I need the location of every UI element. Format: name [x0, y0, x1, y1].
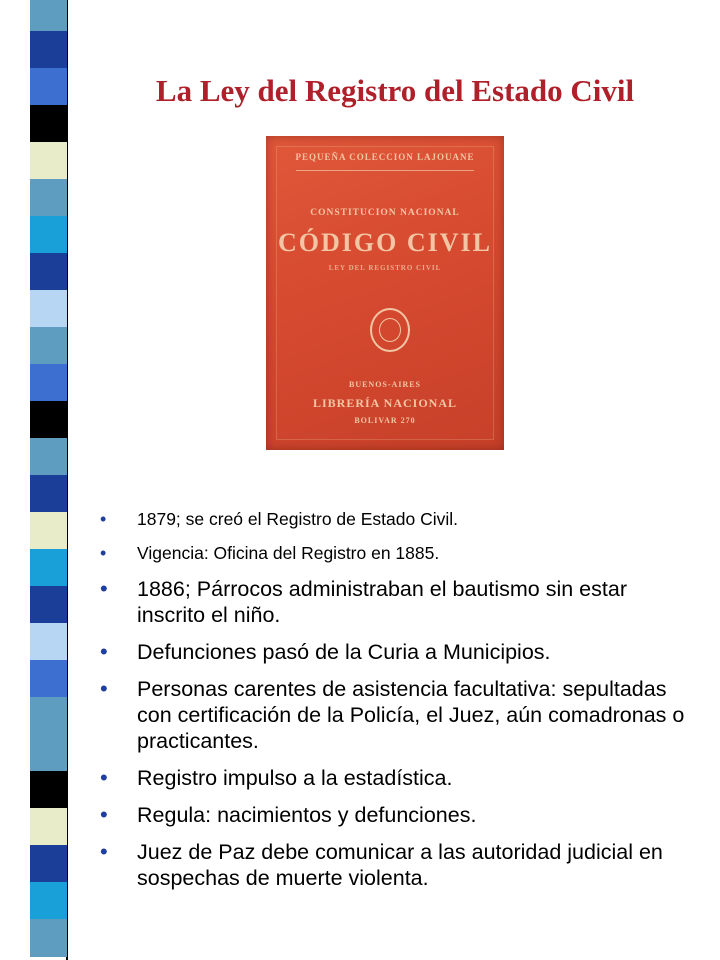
cover-subtitle: LEY DEL REGISTRO CIVIL	[328, 264, 442, 272]
bullet-dot-icon: •	[100, 765, 108, 790]
strip-square	[30, 142, 67, 180]
bullet-dot-icon: •	[100, 543, 107, 563]
strip-square	[30, 734, 67, 772]
bullet-item	[100, 508, 700, 530]
bullet-text: 1886; Párrocos administraban el bautismo sin estar inscrito el niño.	[137, 577, 627, 627]
bullet-dot-icon: •	[100, 576, 108, 601]
cover-main-title: CÓDIGO CIVIL	[278, 228, 492, 257]
strip-square	[30, 179, 67, 217]
bullet-dot-icon: •	[100, 639, 108, 664]
strip-square	[30, 327, 67, 365]
cover-constitution: CONSTITUCION NACIONAL	[310, 208, 460, 218]
bullet-list	[100, 508, 700, 902]
strip-square	[30, 31, 67, 69]
strip-square	[30, 660, 67, 698]
strip-square	[30, 882, 67, 920]
bullet-dot-icon: •	[100, 839, 108, 864]
decorative-side-strip	[0, 0, 68, 960]
strip-square	[30, 623, 67, 661]
strip-square	[30, 105, 67, 143]
strip-square	[30, 364, 67, 402]
strip-square	[30, 68, 67, 106]
bullet-text: Regula: nacimientos y defunciones.	[137, 803, 477, 827]
cover-publisher: LIBRERÍA NACIONAL	[312, 396, 458, 410]
strip-background	[0, 0, 30, 960]
bullet-text: Personas carentes de asistencia facultativa: sepultadas con certificación de la Policía, el Juez, aún comadronas o practicantes.	[137, 677, 685, 753]
strip-square	[30, 808, 67, 846]
bullet-text: Juez de Paz debe comunicar a las autoridad judicial en sospechas de muerte violenta.	[137, 840, 663, 890]
page-title: La Ley del Registro del Estado Civil	[155, 72, 635, 108]
strip-square	[30, 401, 67, 439]
bullet-text: Vigencia: Oficina del Registro en 1885.	[137, 543, 440, 563]
strip-square	[30, 290, 67, 328]
bullet-dot-icon: •	[100, 802, 108, 827]
bullet-text: Defunciones pasó de la Curia a Municipios.	[137, 640, 551, 664]
codigo-civil-book-cover	[266, 136, 504, 450]
strip-square	[30, 438, 67, 476]
strip-square	[30, 586, 67, 624]
bullet-item	[100, 802, 700, 828]
cover-seal-emblem	[370, 308, 410, 352]
strip-square	[30, 475, 67, 513]
strip-square	[30, 253, 67, 291]
cover-series: PEQUEÑA COLECCION LAJOUANE	[295, 152, 475, 162]
bullet-text: 1879; se creó el Registro de Estado Civil.	[137, 509, 458, 529]
strip-square	[30, 512, 67, 550]
bullet-text: Registro impulso a la estadística.	[137, 766, 453, 790]
bullet-item	[100, 639, 700, 665]
cover-rule-top	[296, 170, 474, 171]
cover-city: BUENOS-AIRES	[348, 380, 421, 389]
strip-square	[30, 0, 67, 32]
bullet-item	[100, 542, 700, 564]
strip-square	[30, 216, 67, 254]
strip-square	[30, 549, 67, 587]
strip-square	[30, 771, 67, 809]
strip-square	[30, 697, 67, 735]
bullet-dot-icon: •	[100, 676, 108, 701]
bullet-item	[100, 765, 700, 791]
bullet-dot-icon: •	[100, 509, 107, 529]
strip-square	[30, 845, 67, 883]
bullet-item	[100, 676, 700, 754]
cover-address: BOLIVAR 270	[354, 416, 416, 425]
bullet-item	[100, 576, 700, 628]
bullet-item	[100, 839, 700, 891]
strip-square	[30, 919, 67, 957]
